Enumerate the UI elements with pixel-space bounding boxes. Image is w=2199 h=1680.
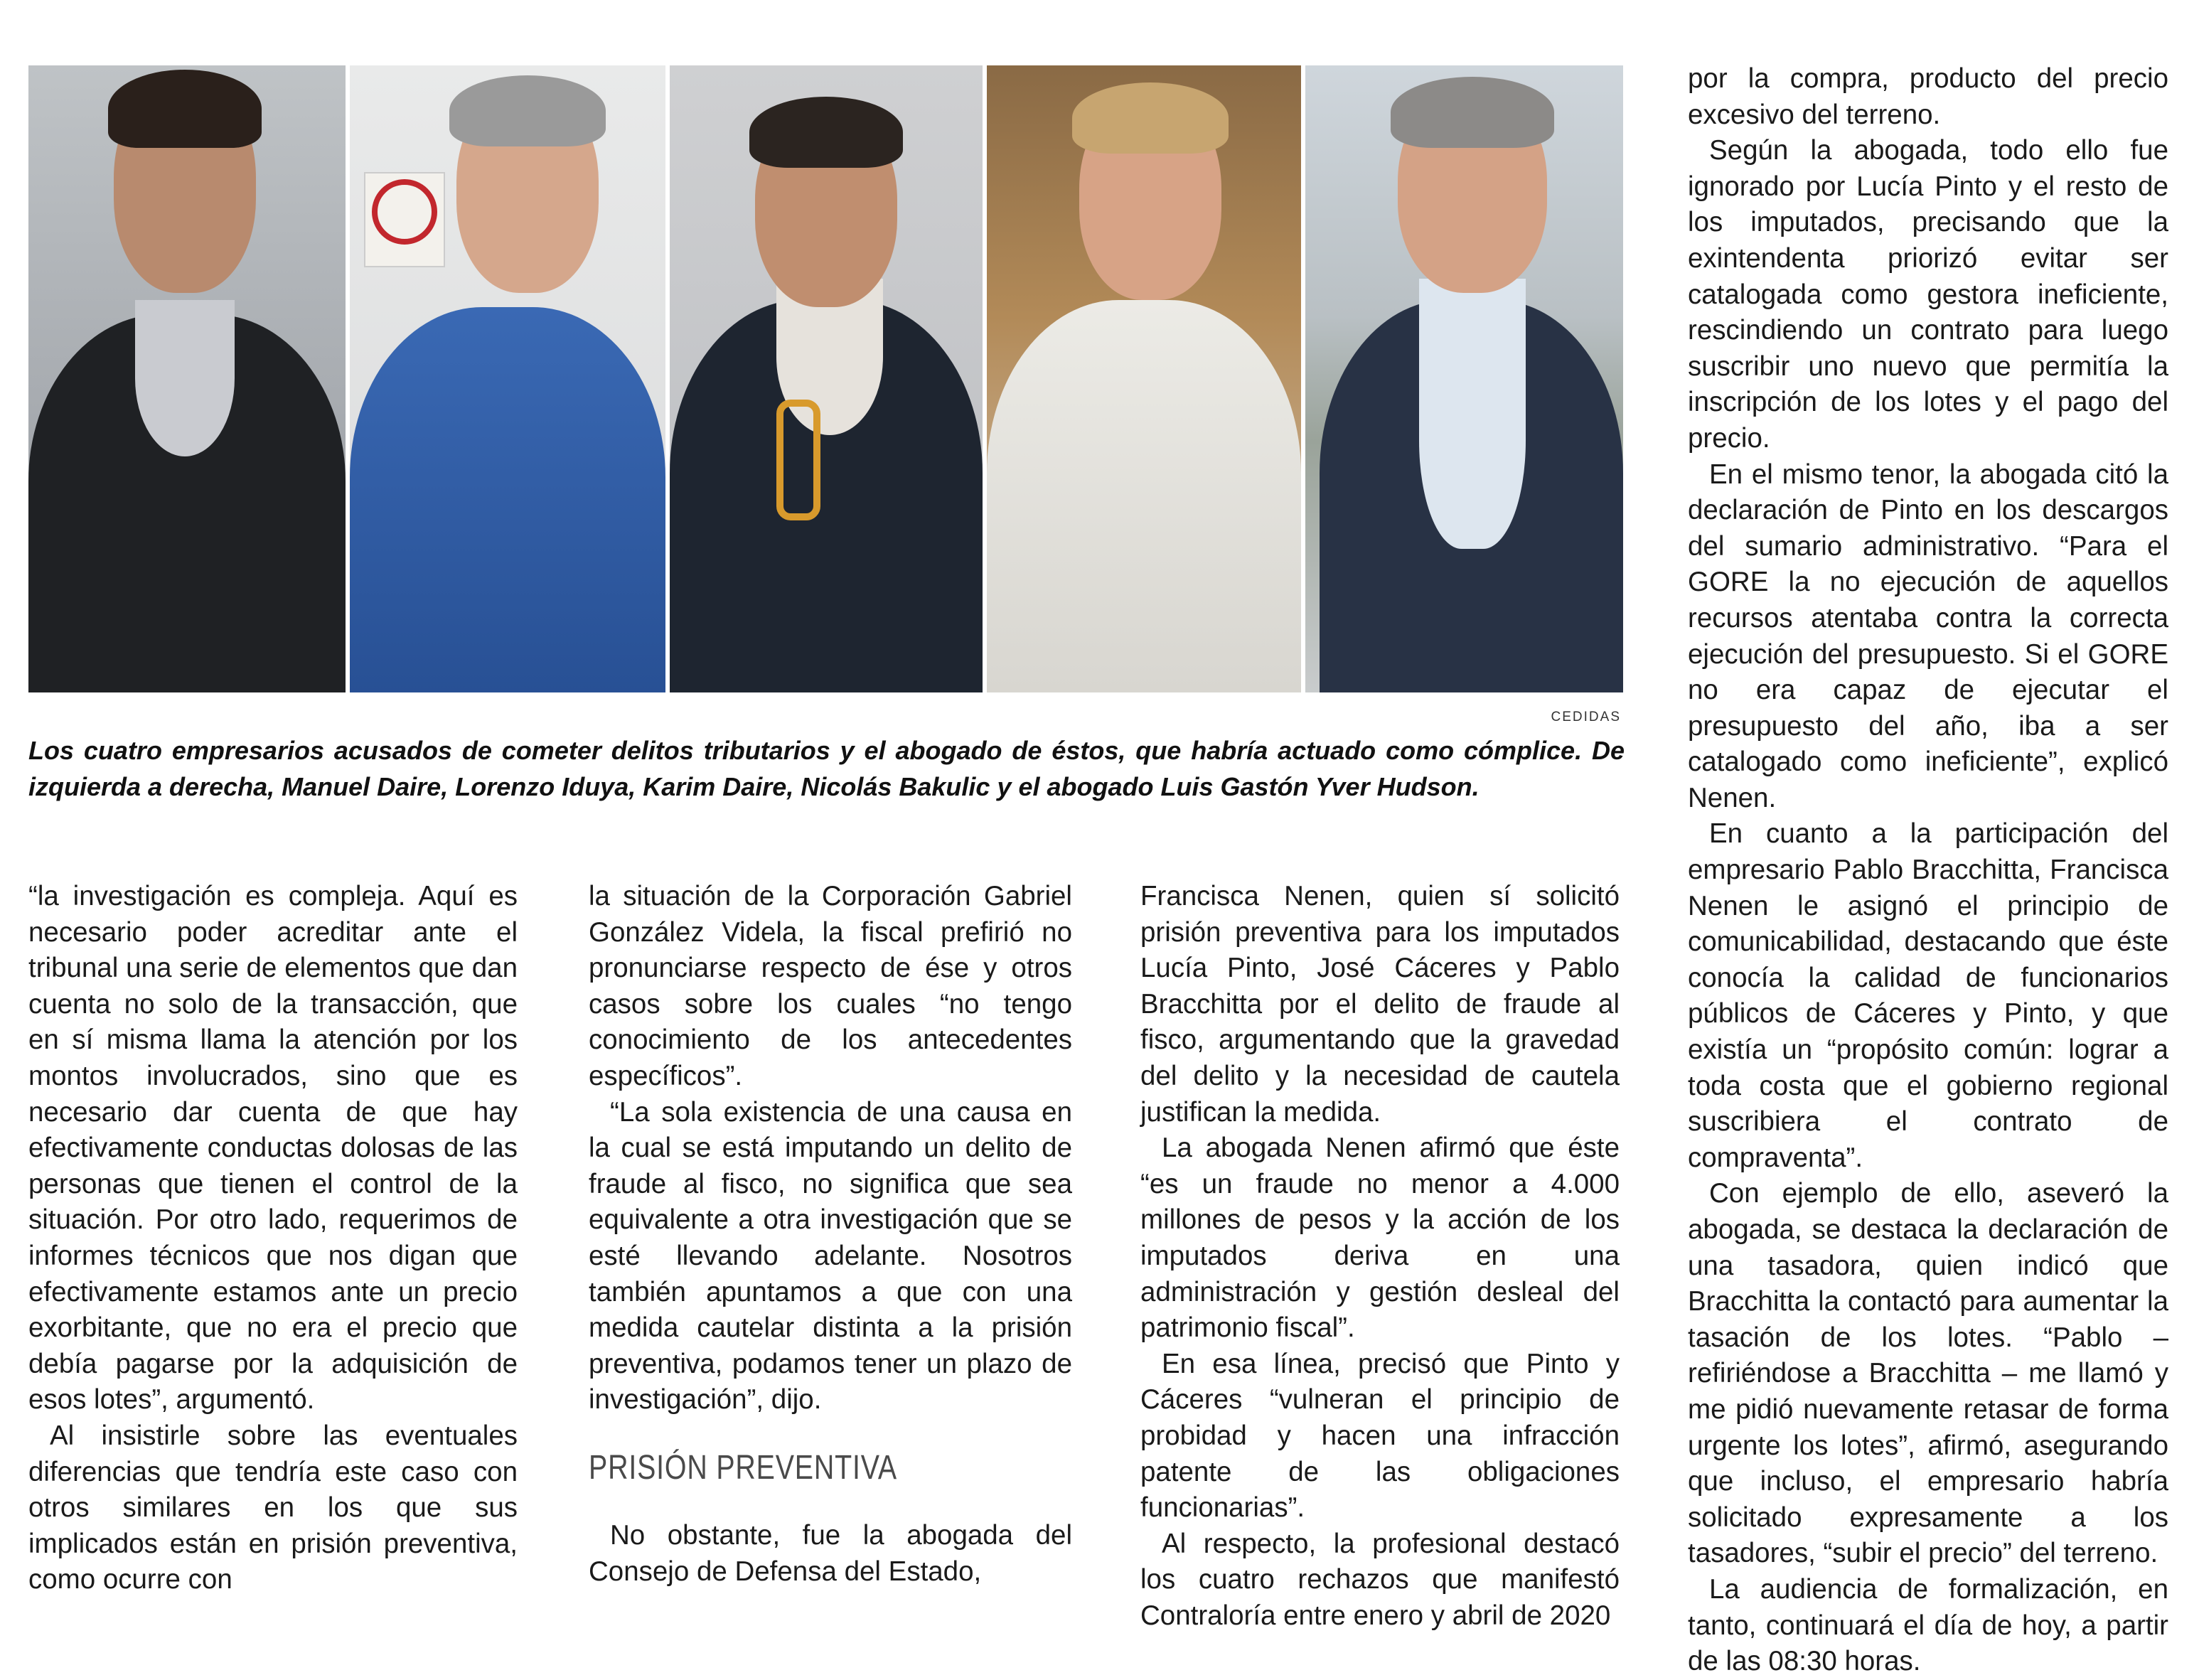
article-column-3 <box>1140 879 1620 1634</box>
no-elevator-sign-icon <box>372 179 437 245</box>
paragraph: Al insistirle sobre las eventuales diferencias que tendría este caso con otros similares en los que sus implicados están en prisión preventiva, como ocurre con <box>28 1420 518 1595</box>
paragraph: En el mismo tenor, la abogada citó la declaración de Pinto en los descargos del sumario administrativo. “Para el GORE la no ejecución de aquellos recursos atentaba contra la correcta ejecución del presupuesto. Si el GORE no era capaz de ejecutar el presupuesto del año, iba a ser catalogado como ineficiente”, explicó Nenen. <box>1688 459 2168 813</box>
paragraph: por la compra, producto del precio excesivo del terreno. <box>1688 63 2168 130</box>
paragraph: “la investigación es compleja. Aquí es necesario poder acreditar ante el tribunal una serie de elementos que dan cuenta no solo de la transacción, que en sí misma llama la atención por los montos involucrados, sino que es necesario dar cuenta de que hay efectivamente conductas dolosas de las personas que tienen el control de la situación. Por otro lado, requerimos de informes técnicos que nos digan que efectivamente estamos ante un precio exorbitante, que no era el precio que debía pagarse por la adquisición de esos lotes”, argumentó. <box>28 881 518 1416</box>
article-column-4 <box>1688 61 2168 1680</box>
photo-lorenzo-iduya <box>350 65 665 692</box>
paragraph: Francisca Nenen, quien sí solicitó prisión preventiva para los imputados Lucía Pinto, José Cáceres y Pablo Bracchitta por el delito de fraude al fisco, argumentando que la gravedad del delito y la necesidad de cautela justifican la medida. <box>1140 881 1620 1128</box>
paragraph: En cuanto a la participación del empresario Pablo Bracchitta, Francisca Nenen le asignó el principio de comunicabilidad, destacando que éste conocía la calidad de funcionarios públicos de Cáceres y Pinto, y que existía un “propósito común: lograr a toda costa que el gobierno regional suscribiera el contrato de compraventa”. <box>1688 818 2168 1173</box>
hair <box>108 70 262 148</box>
paragraph: Al respecto, la profesional destacó los cuatro rechazos que manifestó Contraloría entre enero y abril de 2020 <box>1140 1528 1620 1631</box>
paragraph: No obstante, fue la abogada del Consejo de Defensa del Estado, <box>589 1519 1072 1587</box>
blue-puffer-jacket <box>350 307 665 692</box>
sunglasses-icon <box>776 400 820 520</box>
grey-hair <box>1391 77 1554 148</box>
photo-nicolas-bakulic <box>987 65 1301 692</box>
photo-caption: Los cuatro empresarios acusados de cometer delitos tributarios y el abogado de éstos, que habría actuado como cómplice. De izquierda a derecha, Manuel Daire, Lorenzo Iduya, Karim Daire, Nicolás Bakulic y el abogado Luis Gastón Yver Hudson. <box>28 736 1625 801</box>
paragraph: La abogada Nenen afirmó que éste “es un fraude no menor a 4.000 millones de pesos y la acción de los imputados deriva en una administración y gestión desleal del patrimonio fiscal”. <box>1140 1133 1620 1344</box>
paragraph: Según la abogada, todo ello fue ignorado por Lucía Pinto y el resto de los imputados, precisando que la exintendenta priorizó evitar ser catalogada como gestora ineficiente, rescindiendo un contrato para luego suscribir uno nuevo que permitía la inscripción de los lotes y el pago del precio. <box>1688 135 2168 454</box>
article-column-1 <box>28 879 518 1598</box>
blond-hair <box>1072 82 1229 154</box>
photo-strip <box>28 65 1623 692</box>
section-heading: PRISIÓN PREVENTIVA <box>589 1448 897 1487</box>
paragraph: la situación de la Corporación Gabriel González Videla, la fiscal prefirió no pronunciarse respecto de ése y otros casos sobre los cuales “no tengo conocimiento de los antecedentes específicos”. <box>589 881 1072 1091</box>
article-column-2 <box>589 879 1072 1590</box>
photo-manuel-daire <box>28 65 346 692</box>
paragraph: “La sola existencia de una causa en la cual se está imputando un delito de fraude al fisco, no significa que sea equivalente a otra investigación que se esté llevando adelante. Nosotros también apuntamos a que con una medida cautelar distinta a la prisión preventiva, podamos tener un plazo de investigación”, dijo. <box>589 1096 1072 1416</box>
photo-luis-gaston-yver-hudson <box>1305 65 1623 692</box>
paragraph: La audiencia de formalización, en tanto, continuará el día de hoy, a partir de las 08:30 horas. <box>1688 1573 2168 1677</box>
paragraph: Con ejemplo de ello, aseveró la abogada, se destaca la declaración de una tasadora, quien indicó que Bracchitta la contactó para aumentar la tasación de los lotes. “Pablo – refiriéndose a Bracchitta – me llamó y me pidió nuevamente retasar de forma urgente los lotes”, afirmó, asegurando que incluso, el empresario habría solicitado expresamente a los tasadores, “subir el precio” del terreno. <box>1688 1178 2168 1569</box>
grey-hair <box>449 75 606 146</box>
paragraph: En esa línea, precisó que Pinto y Cáceres “vulneran el principio de probidad y hacen una infracción patente de las obligaciones funcionarias”. <box>1140 1348 1620 1524</box>
photo-karim-daire <box>670 65 983 692</box>
dark-hair <box>749 97 903 168</box>
photo-credit: CEDIDAS <box>1551 710 1621 724</box>
light-shirt <box>1419 279 1526 549</box>
shirt-collar <box>135 300 235 456</box>
white-jacket <box>987 300 1301 692</box>
